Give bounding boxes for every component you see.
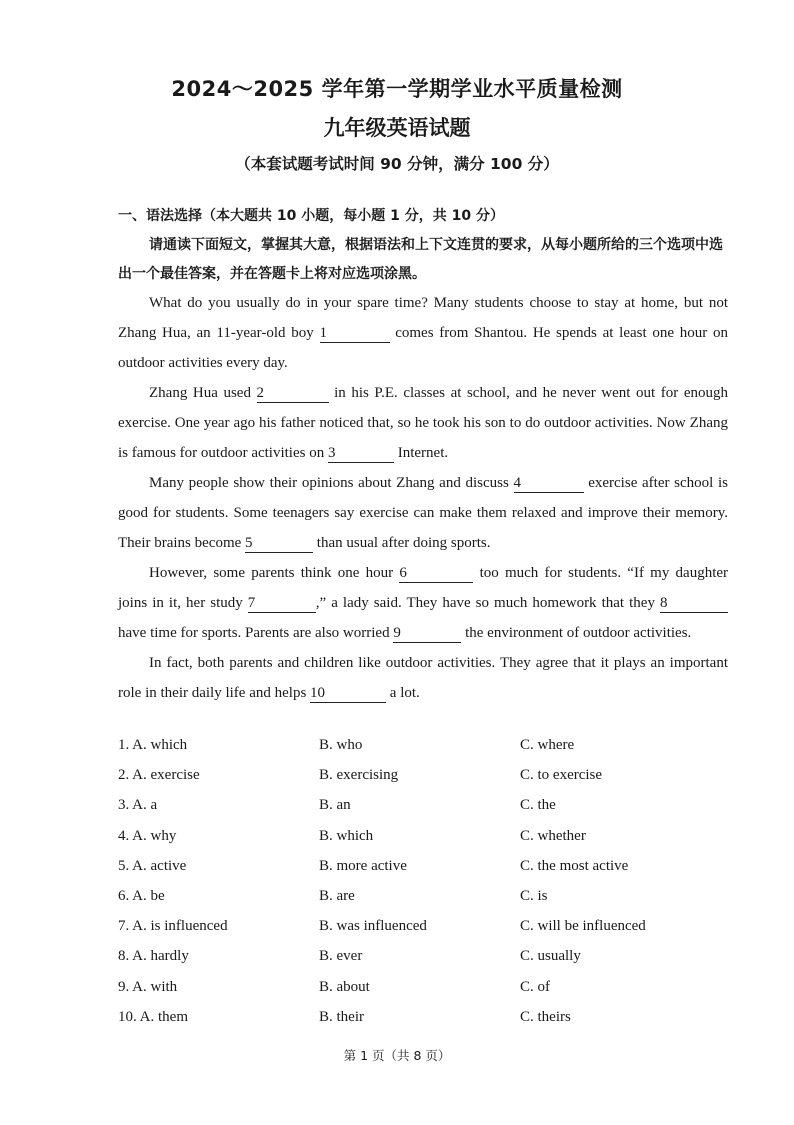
blank-9: 9 (393, 624, 461, 643)
paragraph-2 (118, 378, 728, 468)
option-b: B. are (319, 887, 355, 904)
text-run: However, some parents think one hour (149, 565, 394, 581)
blank-5: 5 (245, 534, 313, 553)
option-a: 4. A. why (118, 827, 177, 844)
option-row (118, 979, 730, 1009)
section-heading: 一、语法选择（本大题共 10 小题，每小题 1 分，共 10 分） (118, 208, 504, 224)
option-row (118, 797, 730, 827)
text-run: the environment of outdoor activities. (465, 625, 692, 641)
blank-8: 8 (660, 594, 728, 613)
exam-subtitle: 九年级英语试题 (323, 116, 471, 140)
option-b: B. more active (319, 857, 407, 874)
paragraph-5 (118, 648, 728, 708)
paragraph-3 (118, 468, 728, 558)
text-run: too much for students. “If my daughter joins in it, her study (118, 565, 729, 611)
blank-1: 1 (320, 324, 390, 343)
text-run: What do you usually do in your spare time? Many students choose to stay at home, but not Zhang Hua, an 11-year-old boy (118, 295, 728, 341)
blank-10: 10 (310, 684, 386, 703)
passage (118, 288, 728, 708)
blank-6: 6 (399, 564, 473, 583)
options-list (118, 737, 730, 1039)
option-a: 1. A. which (118, 737, 188, 753)
option-b: B. their (319, 1008, 364, 1025)
exam-info: （本套试题考试时间 90 分钟，满分 100 分） (235, 155, 559, 173)
option-row (118, 858, 730, 888)
text-run: Many people show their opinions about Zhang and discuss (149, 475, 509, 491)
text-run: ,” a lady said. They have so much homework that they (315, 595, 655, 611)
text-run: Zhang Hua used (149, 385, 251, 401)
option-row (118, 767, 730, 797)
option-b: B. exercising (319, 767, 399, 784)
option-b: B. an (319, 797, 351, 814)
option-c: C. where (520, 737, 575, 753)
option-c: C. to exercise (520, 767, 603, 784)
blank-3: 3 (328, 444, 394, 463)
paragraph-4 (118, 558, 728, 648)
option-c: C. the (520, 797, 556, 814)
text-run: than usual after doing sports. (316, 535, 491, 551)
option-a: 8. A. hardly (118, 948, 189, 965)
option-a: 3. A. a (118, 797, 158, 814)
text-run: comes from Shantou. He spends at least one hour on outdoor activities every day. (118, 325, 728, 371)
section-instruction: 请通读下面短文，掌握其大意，根据语法和上下文连贯的要求，从每小题所给的三个选项中选出一个最佳答案，并在答题卡上将对应选项涂黑。 (118, 237, 723, 282)
option-row (118, 888, 730, 918)
option-row (118, 737, 730, 767)
option-row (118, 918, 730, 948)
option-c: C. will be influenced (520, 918, 646, 935)
option-c: C. the most active (520, 857, 629, 874)
page-number: 第 1 页（共 8 页） (343, 1048, 451, 1063)
option-a: 9. A. with (118, 978, 178, 995)
text-run: a lot. (389, 685, 420, 701)
blank-2: 2 (257, 384, 329, 403)
option-c: C. usually (520, 948, 581, 965)
option-a: 6. A. be (118, 887, 165, 904)
option-c: C. is (520, 887, 548, 904)
option-b: B. who (319, 737, 363, 753)
option-c: C. of (520, 978, 550, 995)
option-a: 5. A. active (118, 857, 187, 874)
option-b: B. which (319, 827, 374, 844)
option-row (118, 828, 730, 858)
option-row (118, 948, 730, 978)
option-row (118, 1009, 730, 1039)
blank-7: 7 (248, 594, 316, 613)
option-b: B. ever (319, 948, 363, 965)
option-b: B. about (319, 978, 370, 995)
text-run: In fact, both parents and children like outdoor activities. They agree that it plays an important role in their daily life and helps (118, 655, 728, 701)
option-a: 10. A. them (118, 1008, 188, 1025)
option-b: B. was influenced (319, 918, 427, 935)
option-a: 2. A. exercise (118, 767, 200, 784)
text-run: Internet. (397, 445, 449, 461)
exam-title: 2024～2025 学年第一学期学业水平质量检测 (171, 77, 623, 101)
blank-4: 4 (514, 474, 584, 493)
option-a: 7. A. is influenced (118, 918, 228, 935)
text-run: in his P.E. classes at school, and he never went out for enough exercise. One year ago his father noticed that, so he took his son to do outdoor activities. Now Zhang is famous for outdoor activities on (118, 385, 728, 461)
option-c: C. whether (520, 827, 586, 844)
text-run: have time for sports. Parents are also worried (118, 625, 390, 641)
paragraph-1 (118, 288, 728, 378)
option-c: C. theirs (520, 1008, 571, 1025)
text-run: exercise after school is good for students. Some teenagers say exercise can make them relaxed and improve their memory. Their brains become (118, 475, 729, 551)
